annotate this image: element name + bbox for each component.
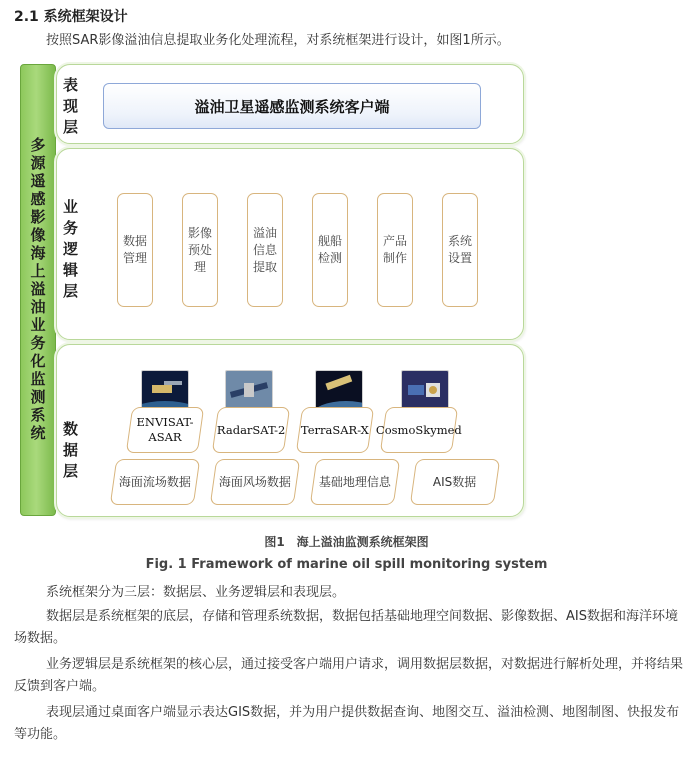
client-box: 溢油卫星遥感监测系统客户端 [103,83,481,129]
source-terrasar: TerraSAR-X [296,407,374,453]
dataset-ais: AIS数据 [410,459,500,505]
system-side-label: 多源遥感影像海上溢油业务化监测系统 [28,137,47,443]
module-oil-extraction: 溢油信息提取 [247,193,283,307]
system-side-bar [20,64,56,516]
satellite-image-terrasar [315,370,363,412]
presentation-layer [56,64,524,144]
dataset-base-geo: 基础地理信息 [310,459,400,505]
figure-caption-en: Fig. 1 Framework of marine oil spill monitoring system [145,557,548,572]
satellite-image-envisat [141,370,189,412]
module-product-making: 产品制作 [377,193,413,307]
source-envisat: ENVISAT-ASAR [126,407,204,453]
dataset-sea-wind: 海面风场数据 [210,459,300,505]
paragraph-4: 表现层通过桌面客户端显示表达GIS数据，并为用户提供数据查询、地图交互、溢油检测、地图制图、快报发布等功能。 [14,705,680,742]
data-layer [56,344,524,517]
source-radarsat: RadarSAT-2 [212,407,290,453]
business-layer-label: 业务逻辑层 [63,198,79,300]
section-heading: 2.1 系统框架设计 [14,9,128,25]
figure-caption-cn: 图1 海上溢油监测系统框架图 [264,535,429,549]
source-cosmoskymed: CosmoSkymed [380,407,458,453]
dataset-sea-current: 海面流场数据 [110,459,200,505]
business-logic-layer [56,148,524,340]
paragraph-2: 数据层是系统框架的底层，存储和管理系统数据，数据包括基础地理空间数据、影像数据、AIS数据和海洋环境场数据。 [14,609,678,646]
module-system-settings: 系统设置 [442,193,478,307]
intro-paragraph: 按照SAR影像溢油信息提取业务化处理流程，对系统框架进行设计，如图1所示。 [46,33,510,48]
module-image-preprocess: 影像预处理 [182,193,218,307]
module-data-management: 数据管理 [117,193,153,307]
satellite-image-radarsat [225,370,273,412]
framework-figure [20,62,525,522]
data-layer-label: 数据层 [63,420,79,480]
satellite-image-cosmoskymed [401,370,449,412]
paragraph-3: 业务逻辑层是系统框架的核心层，通过接受客户端用户请求，调用数据层数据，对数据进行解析处理，并将结果反馈到客户端。 [14,657,684,694]
module-ship-detection: 舰船检测 [312,193,348,307]
presentation-layer-label: 表现层 [63,76,79,136]
paragraph-1: 系统框架分为三层：数据层、业务逻辑层和表现层。 [46,585,346,600]
